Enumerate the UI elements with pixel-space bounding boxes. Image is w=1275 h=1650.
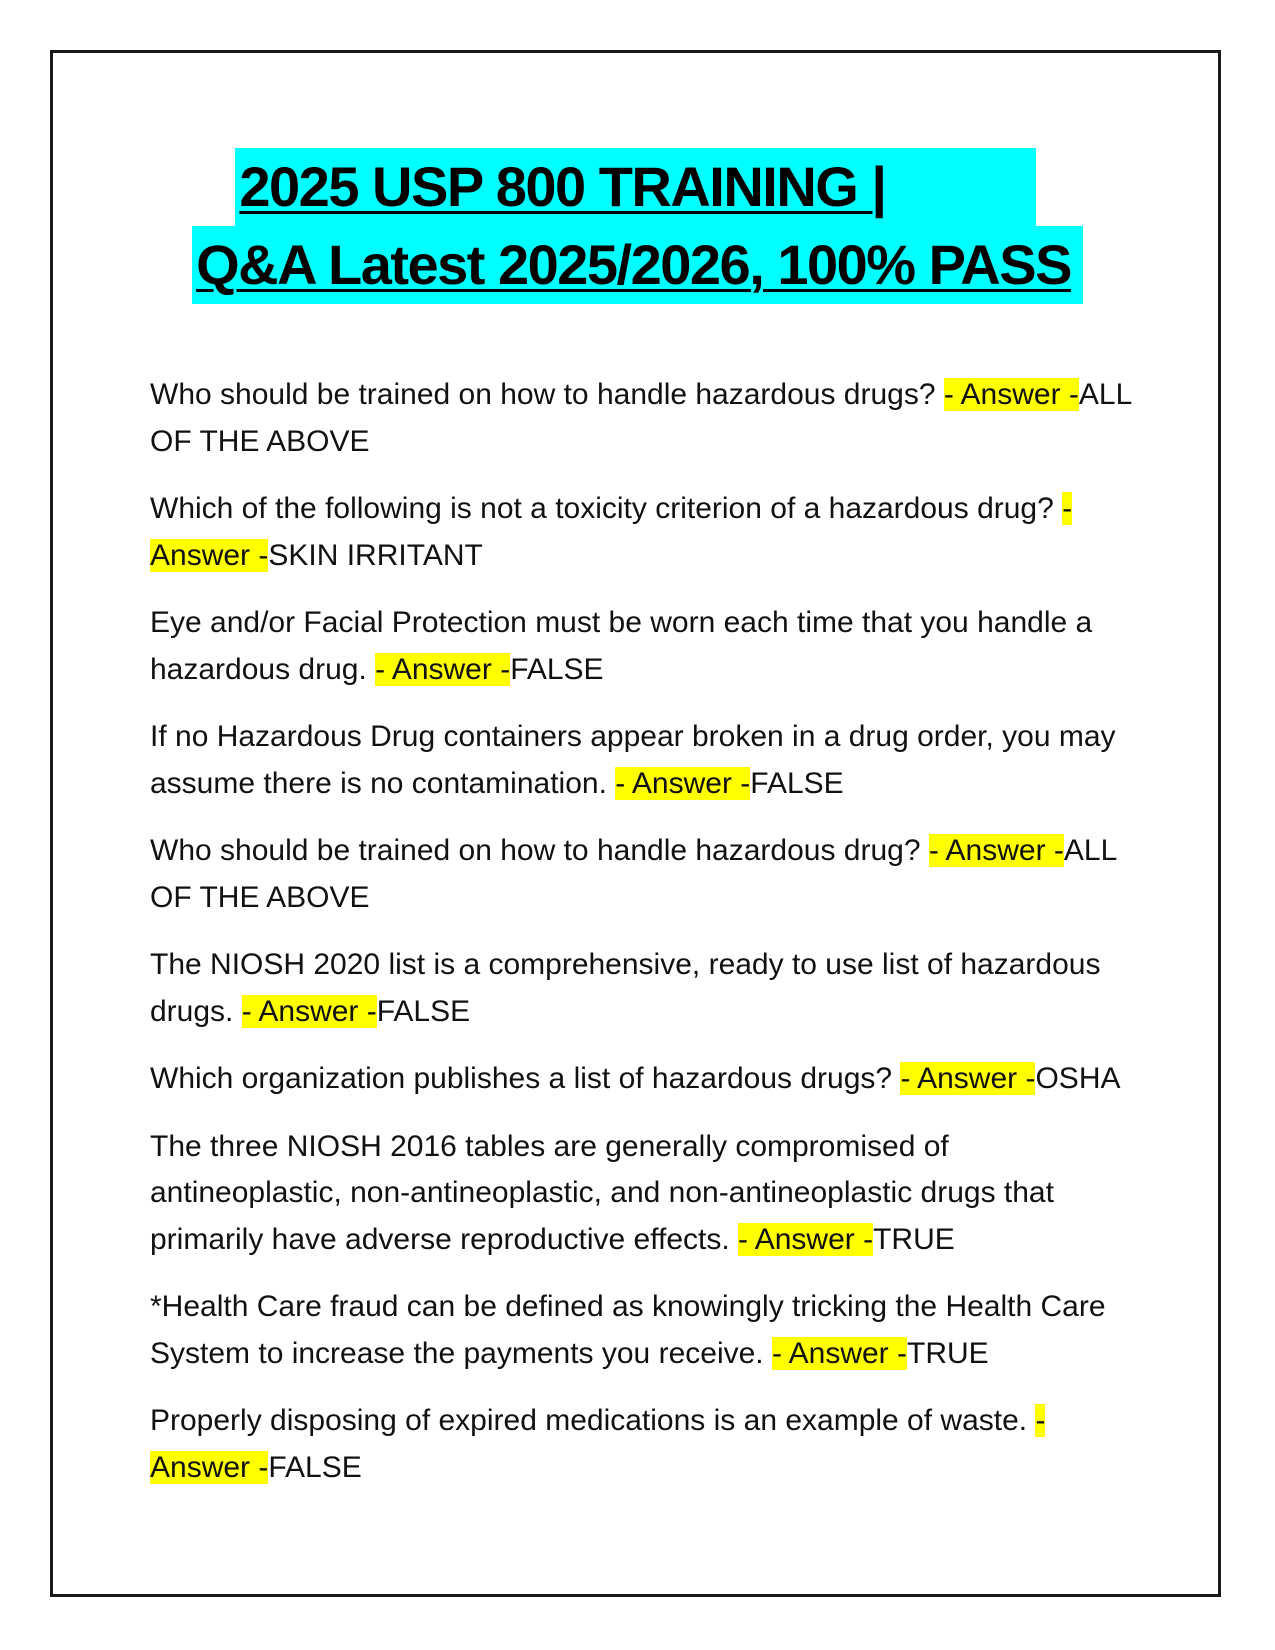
answer-text: FALSE [510, 652, 604, 686]
answer-marker: - Answer - [375, 652, 511, 686]
qa-item [150, 1124, 1140, 1264]
document-title [0, 148, 1275, 304]
question-text: *Health Care fraud can be defined as knowingly tricking the Health Care System to increase the payments you receive. [150, 1290, 1106, 1370]
answer-marker: - Answer - [900, 1062, 1036, 1095]
qa-item [150, 942, 1140, 1035]
answer-text: OSHA [1035, 1062, 1121, 1095]
question-text: Which of the following is not a toxicity criterion of a hazardous drug? [150, 492, 1063, 525]
answer-marker: - Answer - [928, 834, 1064, 867]
question-text: The NIOSH 2020 list is a comprehensive, ready to use list of hazardous drugs. [150, 948, 1101, 1028]
answer-text: ALL OF THE ABOVE [150, 378, 1132, 458]
qa-item [150, 1056, 1140, 1103]
question-text: Who should be trained on how to handle hazardous drug? [150, 834, 929, 867]
answer-text: FALSE [376, 994, 471, 1028]
qa-item [150, 714, 1140, 807]
qa-item [150, 486, 1140, 579]
qa-item [150, 600, 1140, 693]
question-text: Who should be trained on how to handle hazardous drugs? [150, 378, 944, 411]
answer-marker: - Answer - [771, 1336, 907, 1370]
answer-marker: - Answer - [943, 378, 1079, 411]
qa-item [150, 372, 1140, 465]
answer-text: ALL OF THE ABOVE [150, 834, 1117, 914]
qa-item [150, 828, 1140, 921]
question-text: If no Hazardous Drug containers appear broken in a drug order, you may assume there is no contamination. [150, 720, 1116, 800]
qa-item [150, 1398, 1140, 1491]
question-text: Which organization publishes a list of hazardous drugs? [150, 1062, 901, 1095]
answer-marker: - Answer - [150, 492, 1073, 572]
answer-text: TRUE [907, 1336, 989, 1370]
qa-item [150, 1284, 1140, 1377]
question-text: The three NIOSH 2016 tables are generally compromised of antineoplastic, non-antineoplastic, and non-antineoplastic drugs that primarily have adverse reproductive effects. [150, 1129, 1054, 1256]
answer-text: SKIN IRRITANT [268, 538, 483, 572]
answer-marker: - Answer - [150, 1404, 1046, 1484]
title-line-1: 2025 USP 800 TRAINING | [235, 148, 1035, 226]
answer-text: FALSE [750, 766, 844, 800]
qa-list [150, 372, 1140, 1512]
question-text: Eye and/or Facial Protection must be worn each time that you handle a hazardous drug. [150, 606, 1093, 686]
question-text: Properly disposing of expired medications is an example of waste. [150, 1404, 1036, 1437]
answer-marker: - Answer - [241, 994, 377, 1028]
answer-marker: - Answer - [615, 766, 751, 800]
answer-text: FALSE [268, 1450, 362, 1484]
title-line-2: Q&A Latest 2025/2026, 100% PASS [192, 226, 1083, 304]
answer-marker: - Answer - [738, 1222, 874, 1256]
answer-text: TRUE [873, 1222, 955, 1256]
